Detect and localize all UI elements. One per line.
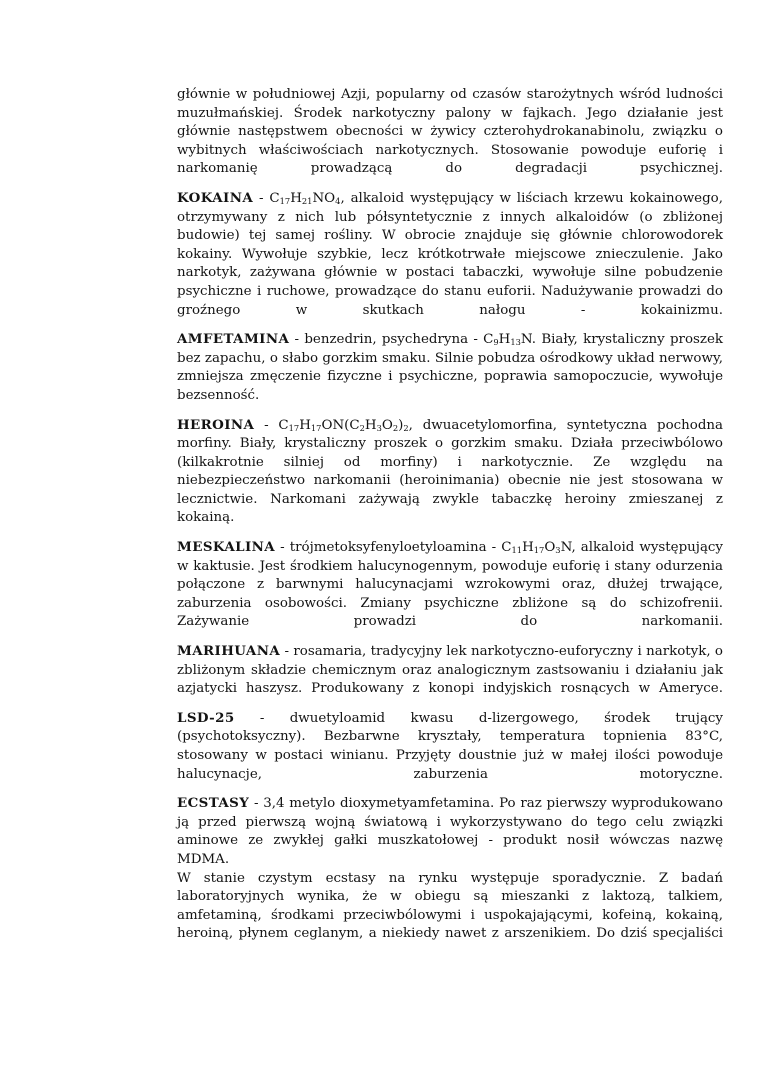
body-text: NO <box>312 190 336 206</box>
formula-subscript: 17 <box>288 422 300 433</box>
body-text: N. Biały, krystaliczny proszek bez zapachu, o słabo gorzkim smaku. Silnie pobudza ośrodkowy układ nerwowy, zmniejsza zmęczenie fizyczne i psychiczne, poprawia samopoczucie, wywołuje bezsenność. <box>177 332 723 403</box>
paragraph-kokaina <box>177 189 723 320</box>
formula-subscript: 9 <box>493 337 499 348</box>
paragraph-heroina <box>177 416 723 529</box>
body-text: H <box>364 417 377 433</box>
body-text: O <box>381 417 393 433</box>
body-text: N, alkaloid występujący w kaktusie. Jest środkiem halucynogennym, powoduje euforię i stany odurzenia połączone z barwnymi halucynacjami wzrokowymi oraz, dłużej trwające, zaburzenia osobowości. Zmiany psychiczne zbliżone są do schizofrenii. Zażywanie prowadzi do narkomanii. <box>177 540 724 630</box>
paragraph-haszysz-continuation <box>177 86 723 179</box>
paragraph-ecstasy <box>177 794 723 944</box>
formula-subscript: 3 <box>555 545 561 556</box>
entry-heading: ECSTASY <box>177 795 250 812</box>
formula-subscript: 4 <box>335 196 341 207</box>
formula-subscript: 3 <box>376 422 382 433</box>
formula-subscript: 2 <box>403 422 409 433</box>
body-text: - benzedrin, psychedryna - C <box>289 332 494 348</box>
entry-heading: MESKALINA <box>177 539 276 556</box>
formula-subscript: 2 <box>359 422 365 433</box>
body-text: , dwuacetylomorfina, syntetyczna pochodna morfiny. Biały, krystaliczny proszek o gorzkim smaku. Działa przeciwbólowo (kilkakrotnie silniej od morfiny) i narkotycznie. Ze względu na niebezpieczeństwo narkomanii (heroinimania) obecnie nie jest stosowana w lecznictwie. Narkomani zażywają zwykle tabaczkę heroiny zmieszanej z kokainą. <box>177 417 723 526</box>
paragraph-meskalina <box>177 538 723 632</box>
entry-heading: MARIHUANA <box>177 643 281 660</box>
formula-subscript: 11 <box>511 545 523 556</box>
entry-heading: HEROINA <box>177 416 255 433</box>
formula-subscript: 17 <box>279 196 291 207</box>
body-text: O <box>544 540 556 556</box>
body-text: - 3,4 metylo dioxymetyamfetamina. Po raz pierwszy wyprodukowano ją przed pierwszą wojną światową i wykorzystywano do tego celu związki aminowe ze zwykłej gałki muszkatołowej - produkt nosił wówczas nazwę MDMA. <box>177 796 723 867</box>
entry-heading: KOKAINA <box>177 189 254 206</box>
body-text: H <box>299 417 311 433</box>
body-text: - dwuetyloamid kwasu d-lizergowego, środek trujący (psychotoksyczny). Bezbarwne kryształy, temperatura topnienia 83°C, stosowany w postaci winianu. Przyjęty doustnie już w małej ilości powoduje halucynacje, zaburzenia motoryczne. <box>177 710 723 782</box>
formula-subscript: 17 <box>310 422 322 433</box>
body-text: W stanie czystym ecstasy na rynku występuje sporadycznie. Z badań laboratoryjnych wynika, że w obiegu są mieszanki z laktozą, talkiem, amfetaminą, środkami przeciwbólowymi i uspokajającymi, kofeiną, kokainą, heroiną, płynem ceglanym, a niekiedy nawet z arszenikiem. Do dziś specjaliści <box>177 870 723 942</box>
body-text: - rosamaria, tradycyjny lek narkotyczno-euforyczny i narkotyk, o zbliżonym składzie chemicznym oraz analogicznym zastsowaniu i działaniu jak azjatycki haszysz. Produkowany z konopi indyjskich rosnących w Ameryce. <box>177 644 723 697</box>
paragraph-marihuana <box>177 642 723 699</box>
entry-heading: AMFETAMINA <box>177 331 290 348</box>
body-text: głównie w południowej Azji, popularny od czasów starożytnych wśród ludności muzułmańskiej. Środek narkotyczny palony w fajkach. Jego działanie jest głównie następstwem obecności w żywicy czterohydrokanabinolu, związku o wybitnych właściwościach narkotycznych. Stosowanie powoduje euforię i narkomanię prowadzącą do degradacji psychicznej. <box>177 87 723 177</box>
body-text: - C <box>253 190 280 206</box>
body-text: - trójmetoksyfenyloetyloamina - C <box>275 540 512 556</box>
paragraph-list <box>177 86 723 954</box>
formula-subscript: 2 <box>392 422 399 433</box>
body-text: H <box>498 332 511 348</box>
entry-heading: LSD-25 <box>177 709 235 726</box>
body-text: ) <box>398 417 404 433</box>
paragraph-amfetamina <box>177 330 723 405</box>
body-text: H <box>522 540 534 556</box>
formula-subscript: 21 <box>301 196 313 207</box>
body-text: ON(C <box>321 417 360 433</box>
body-text: H <box>290 190 302 206</box>
formula-subscript: 17 <box>533 545 545 556</box>
paragraph-lsd-25 <box>177 709 723 784</box>
body-text: , alkaloid występujący w liściach krzewu kokainowego, otrzymywany z nich lub półsyntetycznie z innych alkaloidów (o zbliżonej budowie) tej samej rośliny. W obrocie znajduje się głównie chlorowodorek kokainy. Wywołuje szybkie, lecz krótkotrwałe miejscowe znieczulenie. Jako narkotyk, zażywana głównie w postaci tabaczki, wywołuje silne pobudzenie psychiczne i ruchowe, prowadzące do stanu euforii. Nadużywanie prowadzi do groźnego w skutkach nałogu - kokainizmu. <box>177 190 723 318</box>
formula-subscript: 13 <box>510 337 521 348</box>
body-text: - C <box>254 417 289 433</box>
